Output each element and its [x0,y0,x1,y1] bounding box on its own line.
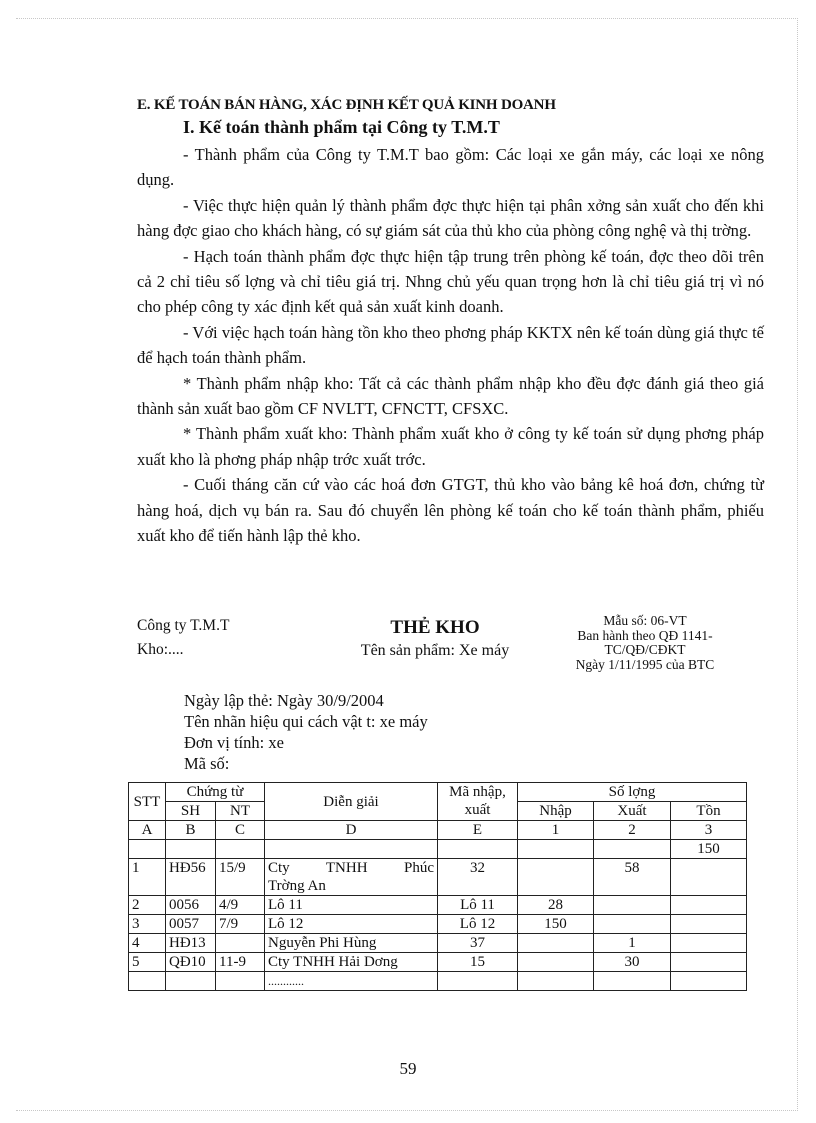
cell-nt [216,934,265,953]
cell-in [518,859,594,896]
cell-in [518,934,594,953]
cell-sh: 0056 [166,896,216,915]
product-name: Tên sản phẩm: Xe máy [360,642,510,659]
cell-nt: 15/9 [216,859,265,896]
header-code [438,783,518,821]
opening-balance: 150 [671,840,747,859]
column-code: 1 [518,821,594,840]
paragraph: - Việc thực hiện quản lý thành phẩm đợc thực hiện tại phân xởng sản xuất cho đến khi hàng đợc giao cho khách hàng, có sự giám sát của thủ kho của phòng công nghệ và thị trờng. [137,195,764,241]
paragraph: * Thành phẩm nhập kho: Tất cả các thành phẩm nhập kho đều đợc đánh giá theo giá thành sản xuất bao gồm CF NVLTT, CFNCTT, CFSXC. [137,373,764,419]
cell-out: 1 [594,934,671,953]
cell-sh: HĐ13 [166,934,216,953]
header-sh: SH [166,802,216,821]
cell-out: 58 [594,859,671,896]
header-out: Xuất [594,802,671,821]
paragraph: * Thành phẩm xuất kho: Thành phẩm xuất kho ở công ty kế toán sử dụng phơng pháp xuất kho là phơng pháp nhập trớc xuất trớc. [137,424,764,469]
column-code: B [166,821,216,840]
unit-of-measure: Đơn vị tính: xe [184,733,284,752]
cell-description-dots: ............ [265,972,438,991]
column-code: A [129,821,166,840]
column-code: E [438,821,518,840]
cell-sh: QĐ10 [166,953,216,972]
company-name: Công ty T.M.T [137,617,230,634]
cell-in [518,953,594,972]
issued-by-line3: Ngày 1/11/1995 của BTC [575,656,715,672]
header-voucher: Chứng từ [166,783,265,802]
cell-nt: 7/9 [216,915,265,934]
cell-description: Nguyễn Phi Hùng [265,934,438,953]
table-row [129,953,747,972]
cell-nt: 4/9 [216,896,265,915]
page-border-top [16,18,798,19]
cell-code: 37 [438,934,518,953]
page-border-right [797,18,798,1111]
column-code: D [265,821,438,840]
subsection-heading: I. Kế toán thành phẩm tại Công ty T.M.T [183,117,500,137]
cell-stt: 3 [129,915,166,934]
header-balance: Tồn [671,802,747,821]
column-code: C [216,821,265,840]
table-row [129,859,747,896]
cell-stt: 5 [129,953,166,972]
paragraph: - Thành phẩm của Công ty T.M.T bao gồm: Các loại xe gắn máy, các loại xe nông dụng. [137,145,764,190]
cell-in: 28 [518,896,594,915]
opening-balance-row [129,840,747,859]
table-row [129,896,747,915]
cell-sh: HĐ56 [166,859,216,896]
cell-balance [671,859,747,896]
warehouse-label: Kho:.... [137,641,184,658]
card-date: Ngày lập thẻ: Ngày 30/9/2004 [184,691,384,710]
cell-in: 150 [518,915,594,934]
table-header-row [129,783,747,802]
column-code: 3 [671,821,747,840]
paragraph: - Với việc hạch toán hàng tồn kho theo phơng pháp KKTX nên kế toán dùng giá thực tế để hạch toán thành phẩm. [137,322,764,368]
header-code-line2: xuất [464,802,491,818]
header-nt: NT [216,802,265,821]
table-row-empty [129,972,747,991]
stock-card-table [128,782,747,991]
cell-out [594,915,671,934]
cell-balance [671,934,747,953]
cell-description-line1: Cty TNHH Phúc [268,860,434,876]
cell-out: 30 [594,953,671,972]
paragraph: - Cuối tháng căn cứ vào các hoá đơn GTGT, thủ kho vào bảng kê hoá đơn, chứng từ hàng hoá, dịch vụ bán ra. Sau đó chuyển lên phòng kế toán cho kế toán thành phẩm, phiếu xuất kho để tiến hành lập thẻ kho. [137,475,764,546]
header-description: Diễn giải [265,783,438,821]
cell-code: Lô 11 [438,896,518,915]
cell-balance [671,953,747,972]
cell-stt: 2 [129,896,166,915]
cell-balance [671,896,747,915]
card-header-right [545,614,745,672]
column-code-row [129,821,747,840]
cell-stt: 1 [129,859,166,896]
cell-description [265,859,438,896]
section-heading: E. KẾ TOÁN BÁN HÀNG, XÁC ĐỊNH KẾT QUẢ KINH DOANH [137,97,556,113]
cell-code: Lô 12 [438,915,518,934]
cell-stt: 4 [129,934,166,953]
item-code: Mã số: [184,754,230,773]
issued-by-line1: Ban hành theo QĐ 1141- [577,627,713,643]
card-header-center [340,616,530,662]
issued-by-line2: TC/QĐ/CĐKT [604,642,686,657]
cell-out [594,896,671,915]
cell-description: Lô 12 [265,915,438,934]
page-border-bottom [16,1110,798,1111]
header-stt: STT [129,783,166,821]
table-row [129,915,747,934]
table-row [129,934,747,953]
body-text [137,142,764,549]
cell-nt: 11-9 [216,953,265,972]
cell-code: 15 [438,953,518,972]
brand-spec: Tên nhãn hiệu qui cách vật t: xe máy [184,712,428,731]
page-number: 59 [399,1059,417,1078]
card-title: THẺ KHO [390,617,480,638]
header-in: Nhập [518,802,594,821]
column-code: 2 [594,821,671,840]
form-number: Mẫu số: 06-VT [603,613,687,628]
paragraph: - Hạch toán thành phẩm đợc thực hiện tập trung trên phòng kế toán, đợc theo dõi trên cả 2 chỉ tiêu số lợng và chỉ tiêu giá trị. Nhng chủ yếu quan trọng hơn là chỉ tiêu giá trị vì nó cho phép công ty xác định kết quả sản xuất kinh doanh. [137,246,764,317]
cell-sh: 0057 [166,915,216,934]
cell-balance [671,915,747,934]
cell-description: Cty TNHH Hải Dơng [265,953,438,972]
card-header-left [137,614,229,662]
cell-description: Lô 11 [265,896,438,915]
cell-description-line2: Trờng An [268,878,326,894]
header-code-line1: Mã nhập, [449,784,506,800]
card-info [184,690,428,774]
header-quantity: Số lợng [518,783,747,802]
cell-code: 32 [438,859,518,896]
